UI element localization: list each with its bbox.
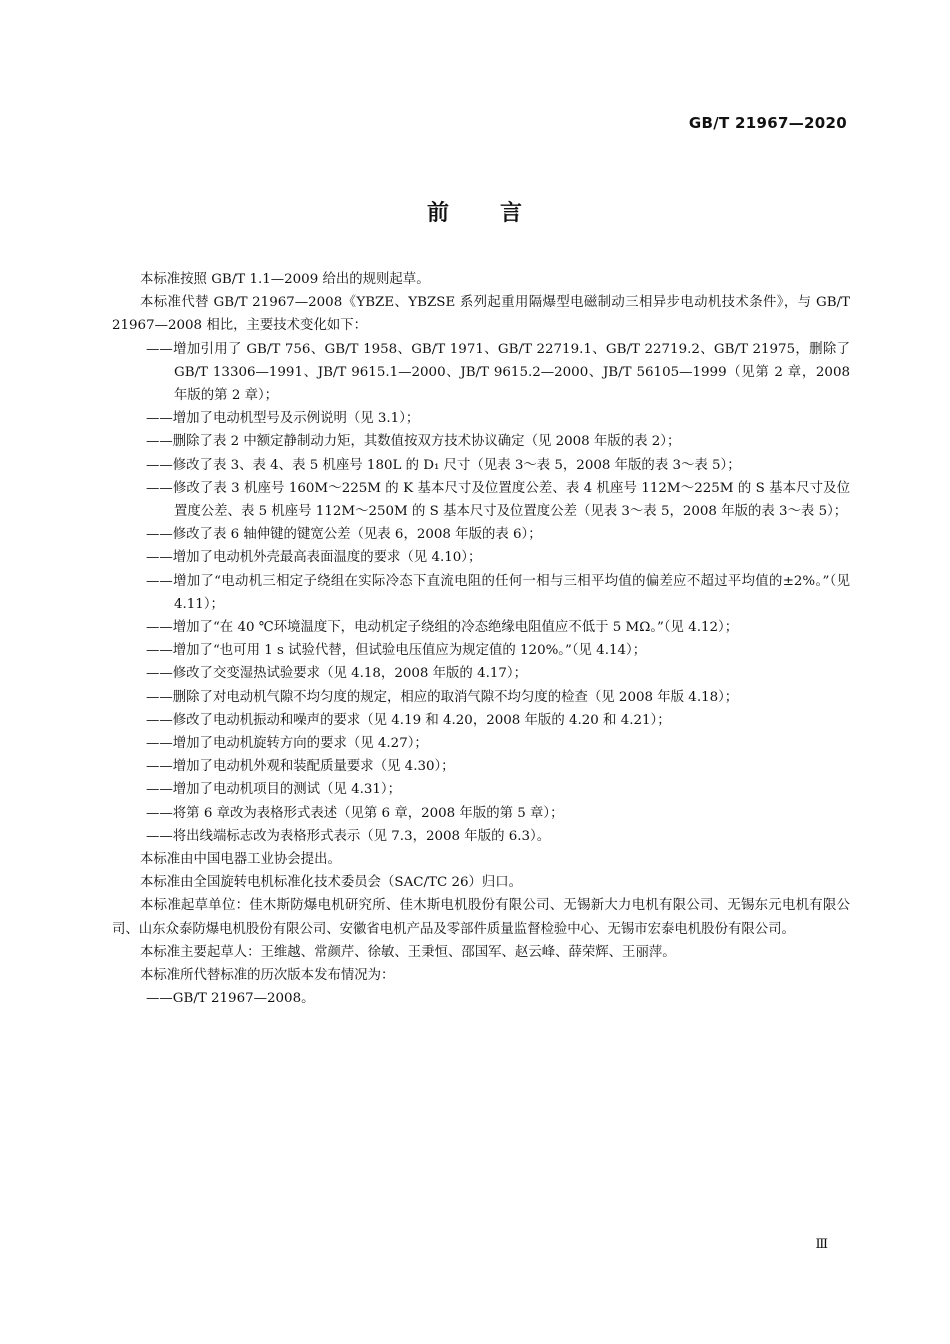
standard-number: GB/T 21967—2020 [688,114,847,132]
list-item: ——增加了电动机外观和装配质量要求（见 4.30）； [146,759,455,775]
foreword-body [112,268,850,1011]
list-item: ——增加了“电动机三相定子绕组在实际冷态下直流电阻的任何一相与三相平均值的偏差应不超过平均值的±2%。”（见 4.11）； [146,573,850,612]
list-item: ——增加了“在 40 ℃环境温度下，电动机定子绕组的冷态绝缘电阻值应不低于 5 MΩ。”（见 4.12）； [146,620,739,636]
paragraph: 本标准所代替标准的历次版本发布情况为： [140,968,395,984]
list-item: ——GB/T 21967—2008。 [146,991,315,1007]
list-item: ——增加了“也可用 1 s 试验代替，但试验电压值应为规定值的 120%。”（见 4.14）； [146,643,647,659]
list-item: ——增加了电动机外壳最高表面温度的要求（见 4.10）； [146,550,482,566]
paragraph: 本标准起草单位：佳木斯防爆电机研究所、佳木斯电机股份有限公司、无锡新大力电机有限公司、无锡东元电机有限公司、山东众泰防爆电机股份有限公司、安徽省电机产品及零部件质量监督检验中心、无锡市宏泰电机股份有限公司。 [112,898,850,937]
list-item: ——增加了电动机型号及示例说明（见 3.1）； [146,411,420,427]
paragraph: 本标准代替 GB/T 21967—2008《YBZE、YBZSE 系列起重用隔爆型电磁制动三相异步电动机技术条件》，与 GB/T 21967—2008 相比，主要技术变化如下： [112,295,850,334]
paragraph: 本标准主要起草人：王维越、常颜芹、徐敏、王秉恒、邵国军、赵云峰、薛荣辉、王丽萍。 [140,944,676,960]
list-item: ——增加了电动机旋转方向的要求（见 4.27）； [146,736,428,752]
list-item: ——修改了表 3 机座号 160M～225M 的 K 基本尺寸及位置度公差、表 4 机座号 112M～225M 的 S 基本尺寸及位置度公差、表 5 机座号 112M～250M 的 S 基本尺寸及位置度公差（见表 3～表 5，2008 年版的表 3～表 5）； [146,480,850,520]
title-char-1: 前 [426,201,450,226]
list-item: ——将第 6 章改为表格形式表述（见第 6 章，2008 年版的第 5 章）； [146,805,564,821]
list-item: ——修改了表 6 轴伸键的键宽公差（见表 6，2008 年版的表 6）； [146,527,542,543]
paragraph: 本标准按照 GB/T 1.1—2009 给出的规则起草。 [140,272,430,287]
list-item: ——修改了表 3、表 4、表 5 机座号 180L 的 D₁ 尺寸（见表 3～表 5，2008 年版的表 3～表 5）； [146,457,741,473]
paragraph: 本标准由中国电器工业协会提出。 [140,852,341,868]
list-item: ——修改了电动机振动和噪声的要求（见 4.19 和 4.20，2008 年版的 4.20 和 4.21）； [146,712,671,728]
list-item: ——增加了电动机项目的测试（见 4.31）； [146,782,402,798]
list-item: ——增加引用了 GB/T 756、GB/T 1958、GB/T 1971、GB/T 22719.1、GB/T 22719.2、GB/T 21975，删除了 GB/T 13306—1991、JB/T 9615.1—2000、JB/T 9615.2—2000、JB/T 56105—1999（见第 2 章，2008 年版的第 2 章）； [146,341,850,404]
title-char-2: 言 [500,201,524,226]
paragraph: 本标准由全国旋转电机标准化技术委员会（SAC/TC 26）归口。 [140,875,523,891]
list-item: ——修改了交变湿热试验要求（见 4.18，2008 年版的 4.17）； [146,666,527,682]
page-title [0,196,950,227]
list-item: ——删除了表 2 中额定静制动力矩，其数值按双方技术协议确定（见 2008 年版的表 2）； [146,434,681,450]
page-number: Ⅲ [815,1237,828,1252]
list-item: ——删除了对电动机气隙不均匀度的规定，相应的取消气隙不均匀度的检查（见 2008 年版 4.18）； [146,689,739,705]
list-item: ——将出线端标志改为表格形式表示（见 7.3，2008 年版的 6.3）。 [146,828,551,844]
